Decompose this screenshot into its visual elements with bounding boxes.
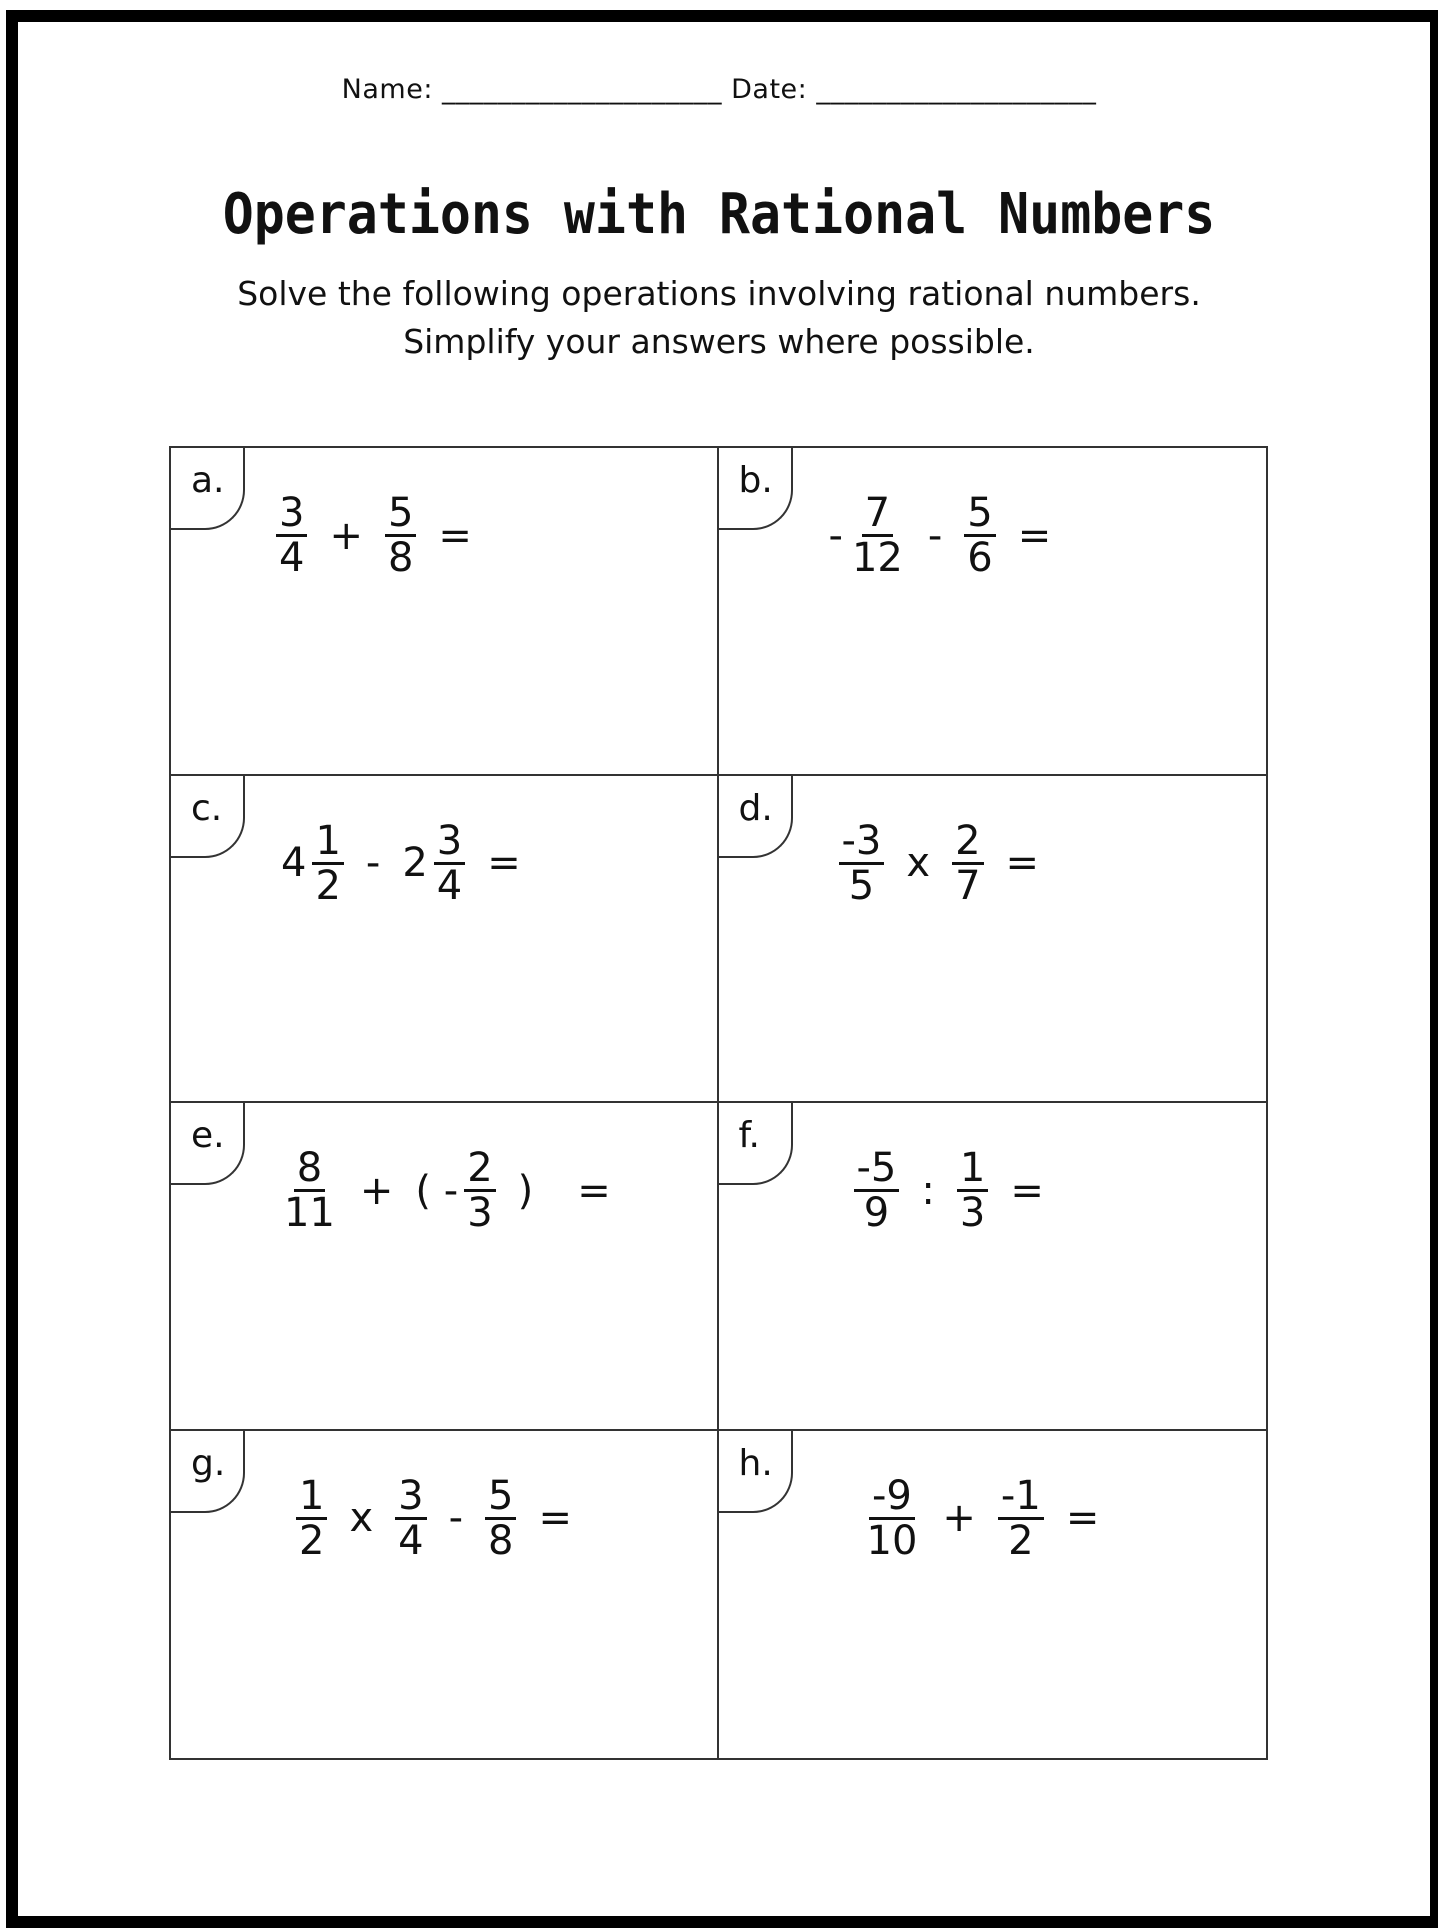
date-field[interactable]: Date: ____________________ [731,74,1097,105]
fraction [849,492,906,579]
numerator: 1 [296,1475,327,1520]
problem-cell[interactable] [171,1431,719,1759]
page-title: Operations with Rational Numbers [222,182,1216,247]
problem-cell[interactable] [719,776,1267,1104]
numerator: 3 [276,492,307,537]
problem-cell[interactable] [171,776,719,1104]
denominator: 2 [315,862,341,909]
denominator: 4 [436,862,463,909]
problem-expression [839,817,1062,909]
operator: ) [517,1167,534,1214]
operator: - [927,512,943,559]
denominator: 7 [955,862,981,909]
operator: = [438,512,472,559]
operator: = [1017,512,1052,559]
problem-cell[interactable] [171,1103,719,1431]
operator: - [828,512,843,559]
fraction [395,1472,426,1564]
problem-letter: e. [191,1115,225,1156]
operator: = [577,1167,611,1214]
problem-cell[interactable] [719,1103,1267,1431]
operator: x [906,840,931,886]
problem-expression [296,1472,594,1564]
numerator: -9 [869,1475,915,1520]
problem-letter: f. [738,1115,760,1156]
fraction [485,1472,516,1564]
whole-number: 2 [402,840,428,886]
numerator: 3 [395,1475,426,1520]
fraction [434,817,465,909]
whole-number: 4 [281,840,307,886]
denominator: 11 [284,1190,335,1236]
problem-letter: c. [191,787,223,829]
numerator: 5 [964,492,995,537]
numerator: 1 [312,820,343,865]
fraction [854,1147,900,1234]
fraction [464,1147,495,1234]
operator: + [329,512,363,559]
numerator: 5 [385,492,416,537]
problem-letter: h. [738,1442,773,1484]
problem-cell[interactable] [171,448,719,776]
operator: : [921,1167,935,1214]
numerator: 7 [862,492,893,537]
operator: + [942,1495,976,1541]
name-field[interactable]: Name: ____________________ [341,74,723,105]
denominator: 6 [967,535,993,581]
fraction [864,1472,921,1564]
fraction [839,817,885,909]
numerator: 1 [957,1147,988,1192]
operator: x [349,1495,374,1541]
name-date-header [0,74,1438,105]
problem-letter: b. [738,460,773,501]
operator: = [1010,1167,1044,1214]
problem-expression [829,492,1074,579]
denominator: 2 [1008,1517,1034,1564]
denominator: 4 [279,535,305,581]
denominator: 2 [299,1517,325,1564]
instructions [0,270,1438,366]
numerator: 3 [434,820,465,865]
numerator: -5 [854,1147,900,1192]
fraction [952,817,983,909]
denominator: 3 [467,1190,493,1236]
denominator: 12 [851,535,903,581]
problem-letter: a. [191,460,225,501]
problem-letter: g. [191,1442,226,1484]
numerator: 2 [952,820,983,865]
instructions-line-1: Solve the following operations involving rational numbers. [237,274,1201,313]
instructions-line-2: Simplify your answers where possible. [403,322,1035,361]
denominator: 3 [959,1190,986,1236]
fraction [957,1147,988,1234]
problem-grid [169,446,1268,1760]
denominator: 8 [488,1517,514,1564]
problem-expression [864,1472,1122,1564]
problem-expression [281,817,543,909]
denominator: 10 [866,1517,918,1564]
numerator: 8 [294,1147,325,1192]
operator: = [487,840,521,886]
denominator: 8 [387,535,414,581]
fraction [281,1147,338,1234]
numerator: 2 [464,1147,495,1192]
problem-expression [276,492,494,579]
operator: ( - [415,1167,459,1214]
numerator: -1 [998,1475,1044,1520]
problem-letter: d. [738,787,773,829]
fraction [385,492,416,579]
fraction [312,817,343,909]
operator: = [538,1495,572,1541]
fraction [964,492,995,579]
operator: = [1005,840,1040,886]
denominator: 4 [398,1517,424,1564]
denominator: 5 [848,862,875,909]
fraction [276,492,307,579]
fraction [998,1472,1044,1564]
operator: - [448,1495,464,1541]
operator: + [359,1167,394,1214]
problem-cell[interactable] [719,448,1267,776]
problem-expression [281,1147,633,1234]
numerator: 5 [485,1475,516,1520]
problem-cell[interactable] [719,1431,1267,1759]
denominator: 9 [863,1190,890,1236]
fraction [296,1472,327,1564]
operator: - [365,840,381,886]
problem-expression [854,1147,1066,1234]
numerator: -3 [839,820,885,865]
operator: = [1065,1495,1100,1541]
